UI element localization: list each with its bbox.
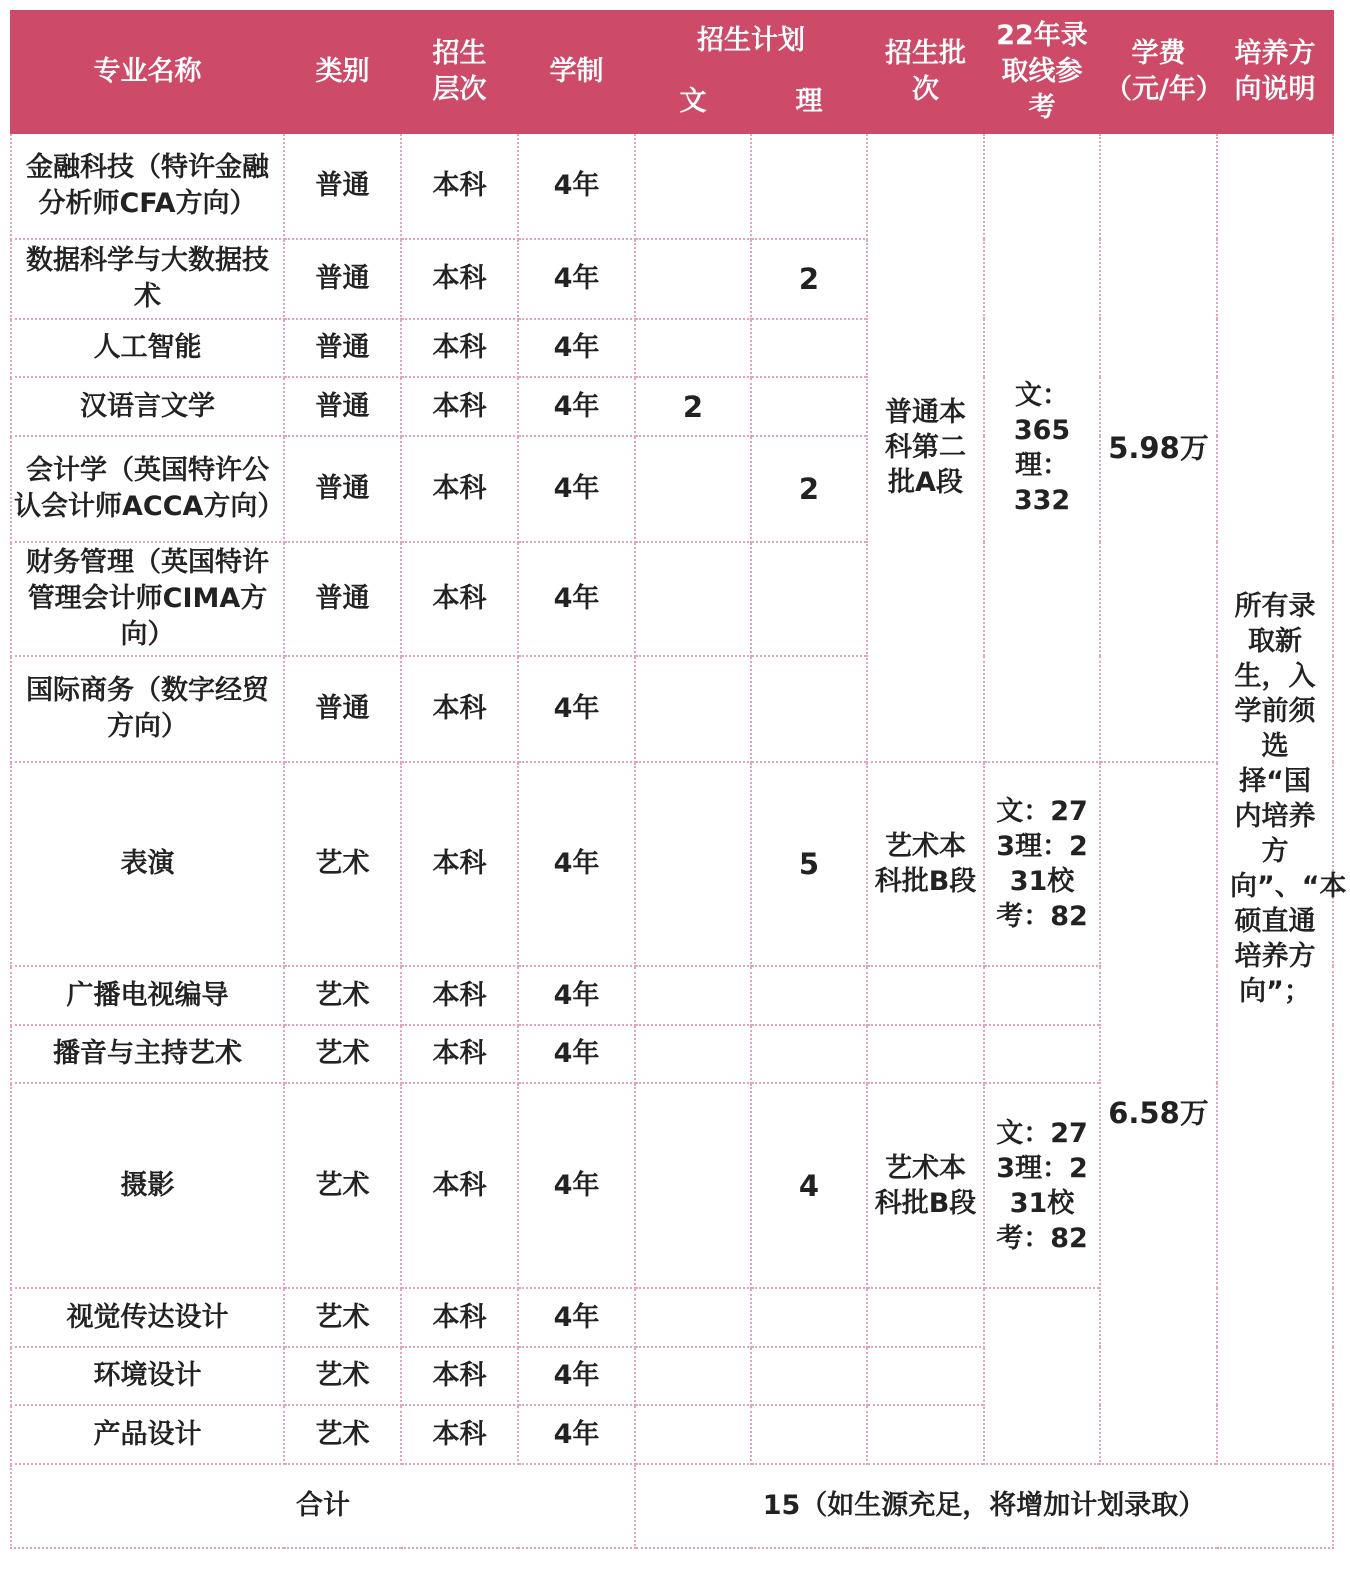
plan-sci-cell <box>751 133 867 239</box>
major-name: 产品设计 <box>11 1405 284 1464</box>
duration-cell: 4年 <box>518 656 635 762</box>
category-cell: 艺术 <box>284 762 401 966</box>
tuition-general-cell: 5.98万 <box>1100 133 1217 762</box>
category-cell: 普通 <box>284 542 401 656</box>
header-tuition: 学费（元/年） <box>1100 11 1217 133</box>
plan-arts-cell <box>635 1347 751 1405</box>
plan-arts-cell <box>635 966 751 1025</box>
plan-sci-cell <box>751 966 867 1025</box>
level-cell: 本科 <box>401 436 518 542</box>
major-name: 摄影 <box>11 1083 284 1288</box>
level-cell: 本科 <box>401 1288 518 1347</box>
batch-empty-cell <box>867 1288 984 1347</box>
batch-empty-cell <box>867 1405 984 1464</box>
level-cell: 本科 <box>401 542 518 656</box>
major-name: 国际商务（数字经贸方向） <box>11 656 284 762</box>
category-cell: 普通 <box>284 133 401 239</box>
category-cell: 普通 <box>284 319 401 377</box>
plan-arts-cell <box>635 133 751 239</box>
plan-arts-cell <box>635 1405 751 1464</box>
table-header <box>11 11 1333 133</box>
level-cell: 本科 <box>401 1083 518 1288</box>
major-name: 数据科学与大数据技术 <box>11 239 284 319</box>
level-cell: 本科 <box>401 133 518 239</box>
table-row <box>11 133 1333 239</box>
level-cell: 本科 <box>401 1347 518 1405</box>
tuition-art-cell: 6.58万 <box>1100 762 1217 1464</box>
header-level: 招生层次 <box>401 11 518 133</box>
plan-sci-cell: 4 <box>751 1083 867 1288</box>
duration-cell: 4年 <box>518 1288 635 1347</box>
duration-cell: 4年 <box>518 966 635 1025</box>
plan-arts-cell <box>635 239 751 319</box>
plan-arts-cell <box>635 1288 751 1347</box>
category-cell: 艺术 <box>284 966 401 1025</box>
score-general-cell: 文：365理：332 <box>984 133 1100 762</box>
score-art2-cell: 文：273理：231校考：82 <box>984 1083 1100 1288</box>
plan-sci-cell <box>751 656 867 762</box>
major-name: 播音与主持艺术 <box>11 1025 284 1083</box>
level-cell: 本科 <box>401 1405 518 1464</box>
duration-cell: 4年 <box>518 377 635 436</box>
header-plan-sci: 理 <box>751 71 867 133</box>
category-cell: 普通 <box>284 436 401 542</box>
plan-arts-cell <box>635 436 751 542</box>
total-label: 合计 <box>11 1464 635 1548</box>
batch-empty-cell <box>867 1025 984 1083</box>
duration-cell: 4年 <box>518 239 635 319</box>
duration-cell: 4年 <box>518 1025 635 1083</box>
category-cell: 艺术 <box>284 1083 401 1288</box>
header-batch: 招生批次 <box>867 11 984 133</box>
major-name: 汉语言文学 <box>11 377 284 436</box>
plan-sci-cell: 5 <box>751 762 867 966</box>
plan-sci-cell <box>751 1288 867 1347</box>
level-cell: 本科 <box>401 966 518 1025</box>
category-cell: 艺术 <box>284 1405 401 1464</box>
plan-sci-cell <box>751 377 867 436</box>
score-art1-cell: 文：273理：231校考：82 <box>984 762 1100 966</box>
plan-arts-cell <box>635 656 751 762</box>
table-body <box>11 133 1347 1548</box>
batch-empty-cell <box>867 1347 984 1405</box>
major-name: 广播电视编导 <box>11 966 284 1025</box>
duration-cell: 4年 <box>518 319 635 377</box>
header-duration: 学制 <box>518 11 635 133</box>
duration-cell: 4年 <box>518 542 635 656</box>
duration-cell: 4年 <box>518 762 635 966</box>
plan-arts-cell <box>635 1083 751 1288</box>
level-cell: 本科 <box>401 762 518 966</box>
score-empty-cell <box>984 966 1100 1025</box>
plan-arts-cell: 2 <box>635 377 751 436</box>
category-cell: 艺术 <box>284 1288 401 1347</box>
major-name: 表演 <box>11 762 284 966</box>
plan-arts-cell <box>635 1025 751 1083</box>
duration-cell: 4年 <box>518 1347 635 1405</box>
plan-sci-cell <box>751 1025 867 1083</box>
header-major: 专业名称 <box>11 11 284 133</box>
plan-sci-cell <box>751 542 867 656</box>
table-row <box>11 762 1333 966</box>
category-cell: 艺术 <box>284 1025 401 1083</box>
duration-cell: 4年 <box>518 133 635 239</box>
batch-art2-cell: 艺术本科批B段 <box>867 1083 984 1288</box>
direction-note-cell: 所有录取新生，入学前须选择“国内培养方向”、“本硕直通培养方向”； <box>1217 133 1333 1464</box>
major-name: 金融科技（特许金融分析师CFA方向） <box>11 133 284 239</box>
plan-sci-cell: 2 <box>751 436 867 542</box>
header-category: 类别 <box>284 11 401 133</box>
plan-arts-cell <box>635 542 751 656</box>
batch-art1-cell: 艺术本科批B段 <box>867 762 984 966</box>
plan-sci-cell <box>751 1405 867 1464</box>
category-cell: 普通 <box>284 377 401 436</box>
batch-empty-cell <box>867 966 984 1025</box>
major-name: 人工智能 <box>11 319 284 377</box>
category-cell: 普通 <box>284 239 401 319</box>
level-cell: 本科 <box>401 656 518 762</box>
plan-arts-cell <box>635 319 751 377</box>
admission-plan-table-wrapper <box>10 10 1347 1549</box>
header-plan: 招生计划 <box>635 11 867 71</box>
duration-cell: 4年 <box>518 1405 635 1464</box>
header-score-ref: 22年录取线参考 <box>984 11 1100 133</box>
score-empty-cell <box>984 1288 1100 1464</box>
major-name: 环境设计 <box>11 1347 284 1405</box>
duration-cell: 4年 <box>518 1083 635 1288</box>
level-cell: 本科 <box>401 239 518 319</box>
admission-plan-table <box>10 10 1347 1549</box>
plan-sci-cell <box>751 1347 867 1405</box>
category-cell: 艺术 <box>284 1347 401 1405</box>
level-cell: 本科 <box>401 377 518 436</box>
category-cell: 普通 <box>284 656 401 762</box>
score-empty-cell <box>984 1025 1100 1083</box>
duration-cell: 4年 <box>518 436 635 542</box>
header-direction: 培养方向说明 <box>1217 11 1333 133</box>
major-name: 财务管理（英国特许管理会计师CIMA方向） <box>11 542 284 656</box>
plan-sci-cell <box>751 319 867 377</box>
plan-arts-cell <box>635 762 751 966</box>
level-cell: 本科 <box>401 319 518 377</box>
major-name: 视觉传达设计 <box>11 1288 284 1347</box>
header-plan-arts: 文 <box>635 71 751 133</box>
major-name: 会计学（英国特许公认会计师ACCA方向） <box>11 436 284 542</box>
batch-general-cell: 普通本科第二批A段 <box>867 133 984 762</box>
level-cell: 本科 <box>401 1025 518 1083</box>
total-value: 15（如生源充足，将增加计划录取） <box>635 1464 1333 1548</box>
plan-sci-cell: 2 <box>751 239 867 319</box>
total-row <box>11 1464 1333 1548</box>
